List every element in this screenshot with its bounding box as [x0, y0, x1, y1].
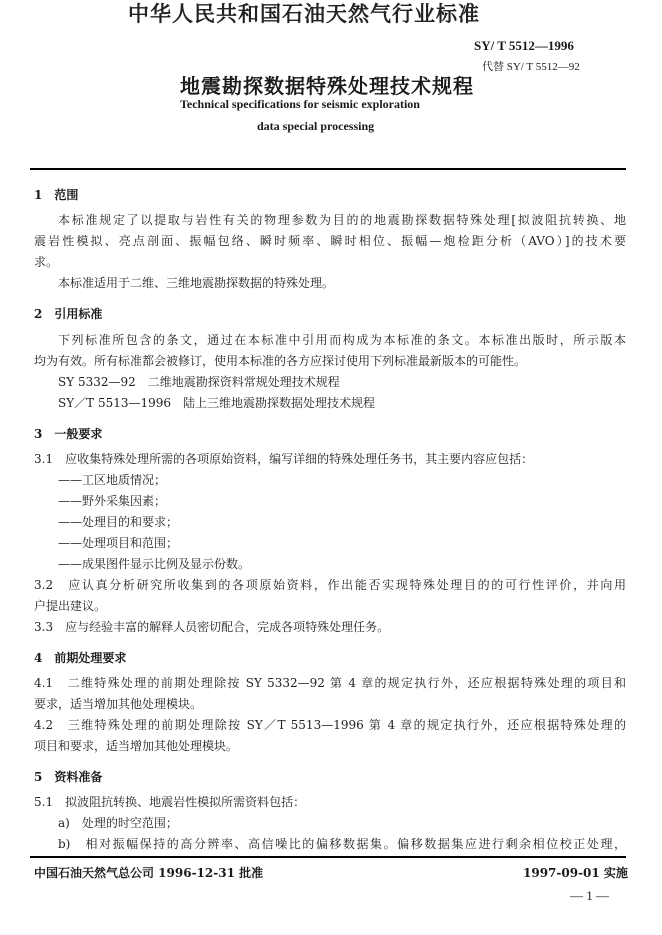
clause-3-3: 3.3 应与经验丰富的解释人员密切配合，完成各项特殊处理任务。: [34, 620, 390, 634]
section-1-paragraph-line: 震岩性模拟、亮点剖面、振幅包络、瞬时频率、瞬时相位、振幅—炮检距分析（AVO）]的技术要: [34, 234, 626, 248]
clause-5-1: 5.1 拟波阻抗转换、地震岩性模拟所需资料包括：: [34, 795, 306, 809]
document-title-zh: 地震勘探数据特殊处理技术规程: [180, 74, 474, 98]
header-divider: [30, 168, 626, 170]
clause-3-2-continued: 户提出建议。: [34, 599, 107, 613]
section-4-heading: 4 前期处理要求: [34, 651, 127, 665]
section-2-paragraph-line: 均为有效。所有标准都会被修订，使用本标准的各方应探讨使用下列标准最新版本的可能性。: [34, 354, 527, 368]
reference-standard: SY／T 5513—1996 陆上三维地震勘探数据处理技术规程: [58, 396, 376, 410]
list-item: a) 处理的时空范围；: [58, 816, 178, 830]
section-1-heading: 1 范围: [34, 188, 79, 202]
section-2-paragraph-line: 下列标准所包含的条文，通过在本标准中引用而构成为本标准的条文。本标准出版时，所示版本: [58, 333, 626, 347]
clause-4-2: 4.2 三维特殊处理的前期处理除按 SY／T 5513—1996 第 4 章的规定执行外，还应根据特殊处理的: [34, 718, 626, 732]
clause-4-2-continued: 项目和要求，适当增加其他处理模块。: [34, 739, 239, 753]
list-item: ——野外采集因素；: [58, 494, 167, 508]
section-5-heading: 5 资料准备: [34, 770, 103, 784]
approval-note: 中国石油天然气总公司 1996-12-31 批准: [34, 866, 264, 880]
list-item: ——处理项目和范围；: [58, 536, 179, 550]
standard-number: SY/ T 5512—1996: [474, 38, 574, 53]
section-1-paragraph-line: 本标准规定了以提取与岩性有关的物理参数为目的的地震勘探数据特殊处理[拟波阻抗转换、地: [58, 213, 626, 227]
section-1-scope-paragraph: 本标准适用于二维、三维地震勘探数据的特殊处理。: [58, 276, 335, 290]
clause-4-1: 4.1 二维特殊处理的前期处理除按 SY 5332—92 第 4 章的规定执行外，还应根据特殊处理的项目和: [34, 676, 626, 690]
reference-standard: SY 5332—92 二维地震勘探资料常规处理技术规程: [58, 375, 340, 389]
list-item: b) 相对振幅保持的高分辨率、高信噪比的偏移数据集。偏移数据集应进行剩余相位校正处理，: [58, 837, 626, 851]
section-2-heading: 2 引用标准: [34, 307, 103, 321]
page-number: — 1 —: [570, 888, 609, 903]
section-3-heading: 3 一般要求: [34, 427, 103, 441]
document-title-en-line1: Technical specifications for seismic exploration: [180, 97, 420, 111]
clause-3-2: 3.2 应认真分析研究所收集到的各项原始资料，作出能否实现特殊处理目的的可行性评价，并向用: [34, 578, 626, 592]
list-item: ——处理目的和要求；: [58, 515, 179, 529]
effective-date: 1997-09-01 实施: [523, 866, 628, 880]
list-item: ——工区地质情况；: [58, 473, 167, 487]
standard-banner: 中华人民共和国石油天然气行业标准: [128, 1, 480, 26]
document-title-en-line2: data special processing: [257, 119, 375, 133]
replaces-standard: 代替 SY/ T 5512—92: [482, 61, 580, 73]
section-1-paragraph-line: 求。: [34, 255, 59, 269]
clause-3-1: 3.1 应收集特殊处理所需的各项原始资料，编写详细的特殊处理任务书，其主要内容应包括：: [34, 452, 534, 466]
list-item: ——成果图件显示比例及显示份数。: [58, 557, 251, 571]
footer-divider: [30, 856, 626, 858]
clause-4-1-continued: 要求，适当增加其他处理模块。: [34, 697, 203, 711]
